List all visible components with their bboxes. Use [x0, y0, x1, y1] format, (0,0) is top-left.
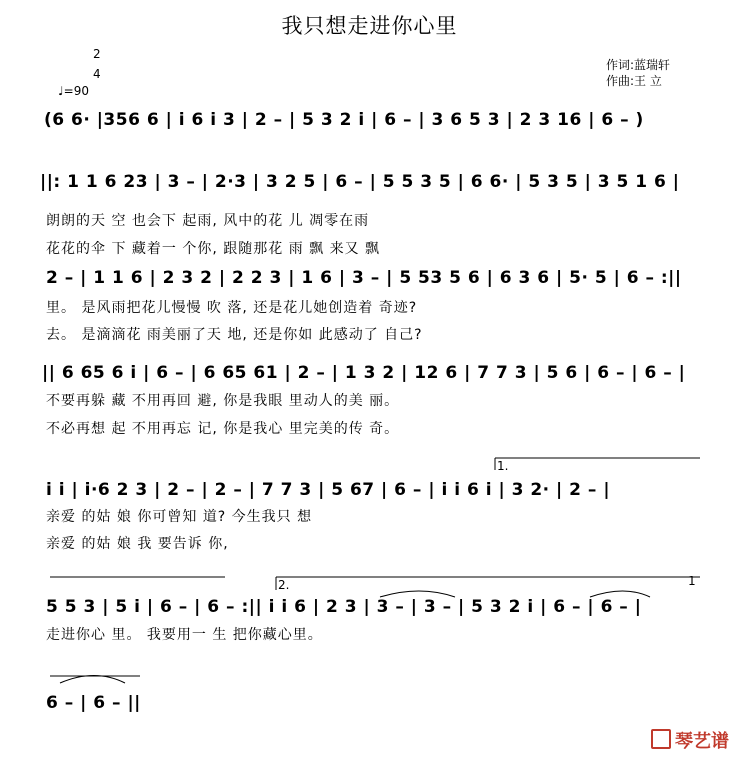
- lyric-line-3-verse-2: 去。 是滴滴花 雨美丽了天 地, 还是你如 此感动了 自己?: [46, 327, 423, 343]
- score-line-4: || 6 65 6 i | 6 – | 6 65 61 | 2 – | 1 3 2 | 12 6 | 7 7 3 | 5 6 | 6 – | 6 – |: [42, 363, 686, 383]
- lyric-line-4-verse-2: 不必再想 起 不用再忘 记, 你是我心 里完美的传 奇。: [46, 421, 400, 437]
- lyric-line-3-verse-1: 里。 是风雨把花儿慢慢 吹 落, 还是花儿她创造着 奇迹?: [46, 300, 418, 316]
- quarter-note-icon: ♩: [58, 84, 64, 98]
- song-title: 我只想走进你心里: [281, 14, 458, 38]
- site-logo: 琴艺谱: [651, 727, 729, 753]
- time-signature-top: 2: [93, 47, 101, 61]
- score-line-3: 2 – | 1 1 6 | 2 3 2 | 2 2 3 | 1 6 | 3 – | 5 53 5 6 | 6 3 6 | 5· 5 | 6 – :||: [46, 268, 682, 288]
- tempo-marking: ♩=90: [58, 84, 89, 98]
- lyric-line-2-verse-2: 花花的伞 下 藏着一 个你, 跟随那花 雨 飘 来又 飘: [46, 241, 381, 257]
- score-line-5: i i | i·6 2 3 | 2 – | 2 – | 7 7 3 | 5 67 | 6 – | i i 6 i | 3 2· | 2 – |: [46, 480, 611, 500]
- lyric-line-4-verse-1: 不要再躲 藏 不用再回 避, 你是我眼 里动人的美 丽。: [46, 393, 400, 409]
- lyric-line-5-verse-2: 亲爱 的姑 娘 我 要告诉 你,: [46, 536, 229, 552]
- ending-mark: 1: [688, 574, 696, 588]
- lyric-line-5-verse-1: 亲爱 的姑 娘 你可曾知 道? 今生我只 想: [46, 509, 313, 525]
- first-ending-label: 1.: [497, 459, 509, 473]
- score-line-7: 6 – | 6 – ||: [46, 693, 141, 713]
- second-ending-label: 2.: [278, 578, 290, 592]
- lyric-line-2-verse-1: 朗朗的天 空 也会下 起雨, 风中的花 儿 凋零在雨: [46, 213, 370, 229]
- time-signature-bottom: 4: [93, 67, 101, 81]
- score-line-2: ||: 1 1 6 23 | 3 – | 2·3 | 3 2 5 | 6 – | 5 5 3 5 | 6 6· | 5 3 5 | 3 5 1 6 |: [40, 172, 680, 192]
- logo-icon: [651, 729, 671, 749]
- lyric-line-6: 走进你心 里。 我要用一 生 把你藏心里。: [46, 627, 323, 643]
- score-line-1: (6 6· |356 6 | i 6 i 3 | 2 – | 5 3 2 i | 6 – | 3 6 5 3 | 2 3 16 | 6 – ): [44, 110, 644, 130]
- score-line-6: 5 5 3 | 5 i | 6 – | 6 – :|| i i 6 | 2 3 | 3 – | 3 – | 5 3 2 i | 6 – | 6 – |: [46, 597, 642, 617]
- lyricist: 作词:蓝瑞轩: [606, 58, 671, 72]
- composer: 作曲:王 立: [606, 74, 662, 88]
